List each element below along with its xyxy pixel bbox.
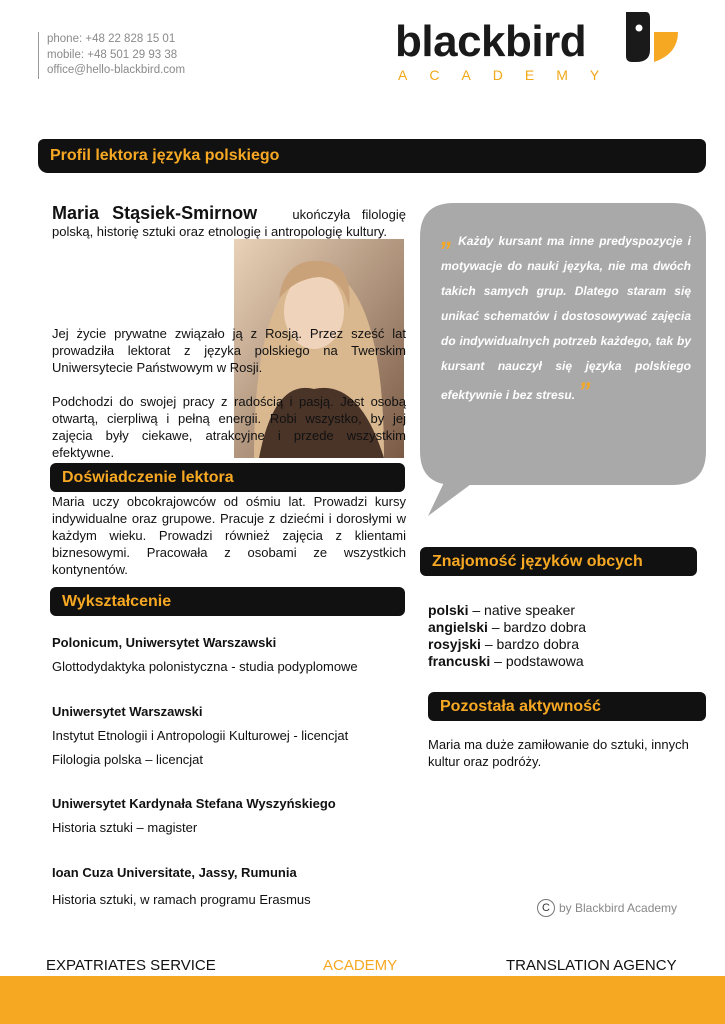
lecturer-name: Maria Stąsiek-Smirnow [52, 203, 258, 223]
languages-list [428, 602, 586, 670]
language-name: rosyjski [428, 636, 481, 652]
language-item [428, 653, 586, 670]
intro-text: ukończyła filologię polską, historię sztuki oraz etnologię i antropologię kultury. [52, 207, 406, 239]
contact-email: office@hello-blackbird.com [47, 64, 186, 76]
logo-wordmark: blackbird [395, 17, 587, 66]
education-school: Uniwersytet Kardynała Stefana Wyszyńskiego [52, 796, 336, 811]
language-level: – podstawowa [490, 653, 584, 669]
footer-expatriates-service: EXPATRIATES SERVICE [46, 957, 216, 974]
profile-title-bar [38, 139, 706, 173]
quote-text: Każdy kursant ma inne predyspozycje i motywacje do nauki języka, nie ma dwóch takich samych grup. Dlatego staram się unikać schematów i dostosowywać zajęcia do indywidualnych potrzeb każdego, tak by kursant nauczył się języka polskiego efektywnie i bez stresu. [441, 234, 691, 402]
education-line: Instytut Etnologii i Antropologii Kulturowej - licencjat [52, 728, 349, 743]
experience-title: Doświadczenie lektora [62, 468, 234, 486]
language-level: – bardzo dobra [487, 619, 586, 635]
education-line: Historia sztuki – magister [52, 820, 198, 835]
language-level: – bardzo dobra [480, 636, 580, 652]
education-entry [52, 796, 412, 835]
education-title-bar [50, 587, 405, 616]
profile-intro [52, 205, 406, 240]
quote-close-mark: ” [578, 378, 591, 405]
language-item [428, 636, 586, 653]
contact-phone: phone: +48 22 828 15 01 [47, 33, 176, 45]
language-item [428, 602, 586, 619]
other-activity-text: Maria ma duże zamiłowanie do sztuki, innych kultur oraz podróży. [428, 737, 689, 769]
languages-title-bar [420, 547, 697, 576]
education-entry [52, 865, 412, 907]
other-activity-title-bar [428, 692, 706, 721]
education-entry [52, 635, 412, 674]
profile-paragraph-1: Jej życie prywatne związało ją z Rosją. Przez sześć lat prowadziła lektorat z języka polskiego na Twerskim Uniwersytecie Państwowym w Rosji. [52, 326, 406, 375]
education-line: Glottodydaktyka polonistyczna - studia podyplomowe [52, 659, 358, 674]
quote-open-mark: „ [441, 224, 453, 251]
copyright-text: by Blackbird Academy [559, 901, 678, 915]
other-activity-title: Pozostała aktywność [440, 697, 601, 715]
quote-block [441, 225, 691, 408]
footer-band [0, 976, 725, 1024]
education-entry [52, 704, 412, 767]
copyright-note [537, 899, 677, 917]
experience-text: Maria uczy obcokrajowców od ośmiu lat. Prowadzi kursy indywidualne oraz grupowe. Pracuje z dziećmi i dorosłymi w każdym wieku. Prowadzi również zajęcia z klientami biznesowymi. Pracowała z osobami ze wszystkich kontynentów. [52, 494, 406, 577]
contact-mobile: mobile: +48 501 29 93 38 [47, 48, 178, 61]
copyright-icon: C [537, 899, 555, 917]
education-title: Wykształcenie [62, 592, 172, 610]
logo-subtitle: ACADEMY [398, 67, 622, 83]
education-school: Uniwersytet Warszawski [52, 704, 203, 719]
language-name: polski [428, 602, 469, 618]
language-name: angielski [428, 619, 488, 635]
education-line: Historia sztuki, w ramach programu Erasmus [52, 892, 311, 907]
contact-block [38, 32, 185, 79]
experience-title-bar [50, 463, 405, 492]
education-school: Polonicum, Uniwersytet Warszawski [52, 635, 277, 650]
language-item [428, 619, 586, 636]
education-line: Filologia polska – licencjat [52, 752, 204, 767]
footer-translation-agency: TRANSLATION AGENCY [506, 957, 677, 974]
blackbird-logo-icon [622, 10, 682, 68]
quote-bubble-tail [420, 470, 500, 520]
profile-paragraph-2: Podchodzi do swojej pracy z radością i pasją. Jest osobą otwartą, cierpliwą i pełną energii. Robi wszystko, by jej zajęcia były ciekawe, atrakcyjne i przede wszystkim efektywne. [52, 394, 406, 460]
languages-title: Znajomość języków obcych [432, 552, 643, 570]
language-name: francuski [428, 653, 491, 669]
profile-title: Profil lektora języka polskiego [50, 147, 280, 164]
language-level: – native speaker [468, 602, 576, 618]
education-school: Ioan Cuza Universitate, Jassy, Rumunia [52, 865, 297, 880]
footer-academy: ACADEMY [323, 957, 398, 974]
